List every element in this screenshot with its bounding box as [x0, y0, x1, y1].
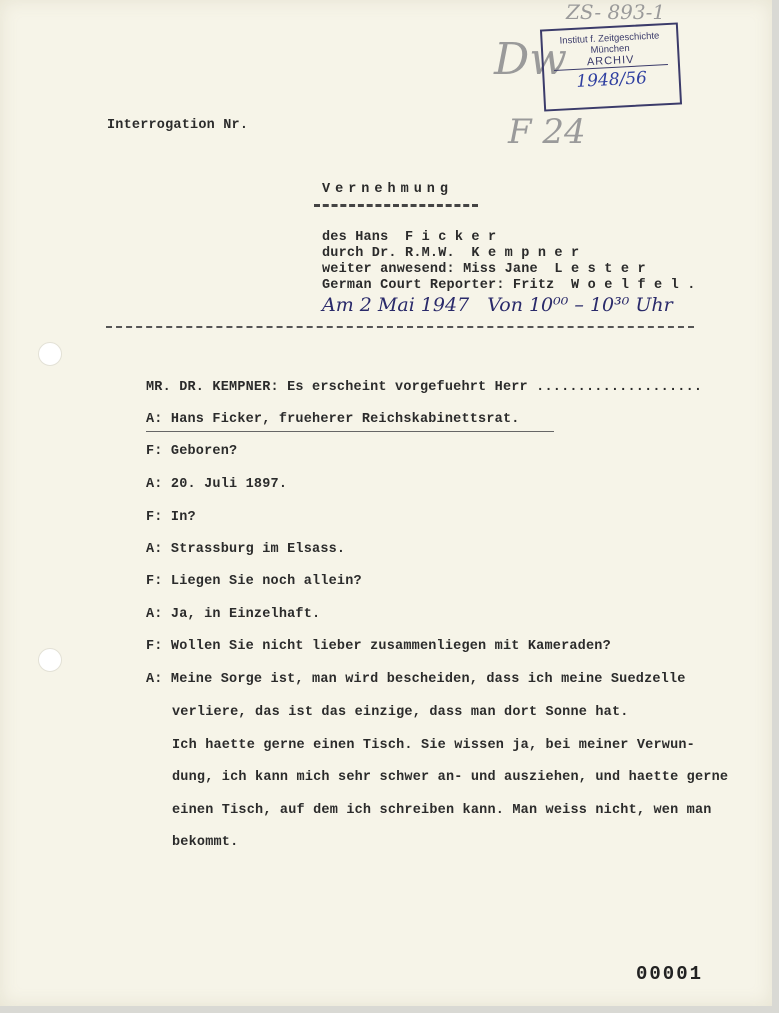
stamp-number: 1948/56	[575, 68, 648, 92]
punch-hole-bottom	[38, 648, 62, 672]
header-line-1: des Hans F i c k e r	[322, 230, 497, 245]
transcript-line: dung, ich kann mich sehr schwer an- und ausziehen, und haette gerne	[172, 770, 729, 785]
transcript-line: F: Geboren?	[146, 444, 238, 459]
transcript-line: A: Hans Ficker, frueherer Reichskabinettsrat.	[146, 412, 520, 427]
transcript-line: A: 20. Juli 1897.	[146, 477, 288, 492]
handwritten-date: Am 2 Mai 1947 Von 10⁰⁰ – 10³⁰ Uhr	[322, 294, 673, 316]
header-divider	[106, 326, 694, 328]
stamp-institute: Institut f. Zeitgeschichte	[559, 30, 660, 47]
archive-stamp	[540, 22, 682, 111]
title-underline	[314, 204, 478, 207]
transcript-line: F: In?	[146, 510, 196, 525]
transcript-line: MR. DR. KEMPNER: Es erscheint vorgefuehrt Herr ....................	[146, 380, 703, 395]
punch-hole-top	[38, 342, 62, 366]
pencil-scribble: Dw	[494, 34, 567, 85]
header-line-4: German Court Reporter: Fritz W o e l f e l .	[322, 278, 696, 293]
transcript-line: A: Strassburg im Elsass.	[146, 542, 346, 557]
page-number: 00001	[636, 963, 704, 985]
transcript-line: verliere, das ist das einzige, dass man dort Sonne hat.	[172, 705, 629, 720]
interrogation-label: Interrogation Nr.	[107, 118, 249, 133]
transcript-line: F: Wollen Sie nicht lieber zusammenliegen mit Kameraden?	[146, 639, 611, 654]
archive-mark: ZS- 893-1	[566, 0, 666, 24]
answer-underline	[146, 431, 554, 432]
transcript-line: bekommt.	[172, 835, 239, 850]
transcript-line: einen Tisch, auf dem ich schreiben kann. Man weiss nicht, wen man	[172, 803, 712, 818]
transcript-line: Ich haette gerne einen Tisch. Sie wissen ja, bei meiner Verwun-	[172, 738, 695, 753]
transcript-line: A: Ja, in Einzelhaft.	[146, 607, 321, 622]
transcript-line: A: Meine Sorge ist, man wird bescheiden, dass ich meine Suedzelle	[146, 672, 686, 687]
transcript-line: F: Liegen Sie noch allein?	[146, 574, 362, 589]
page-title: Vernehmung	[322, 182, 454, 197]
stamp-city: München	[590, 43, 630, 57]
file-code: F 24	[508, 112, 586, 152]
header-line-3: weiter anwesend: Miss Jane L e s t e r	[322, 262, 646, 277]
stamp-archiv: ARCHIV	[553, 52, 668, 71]
header-line-2: durch Dr. R.M.W. K e m p n e r	[322, 246, 580, 261]
